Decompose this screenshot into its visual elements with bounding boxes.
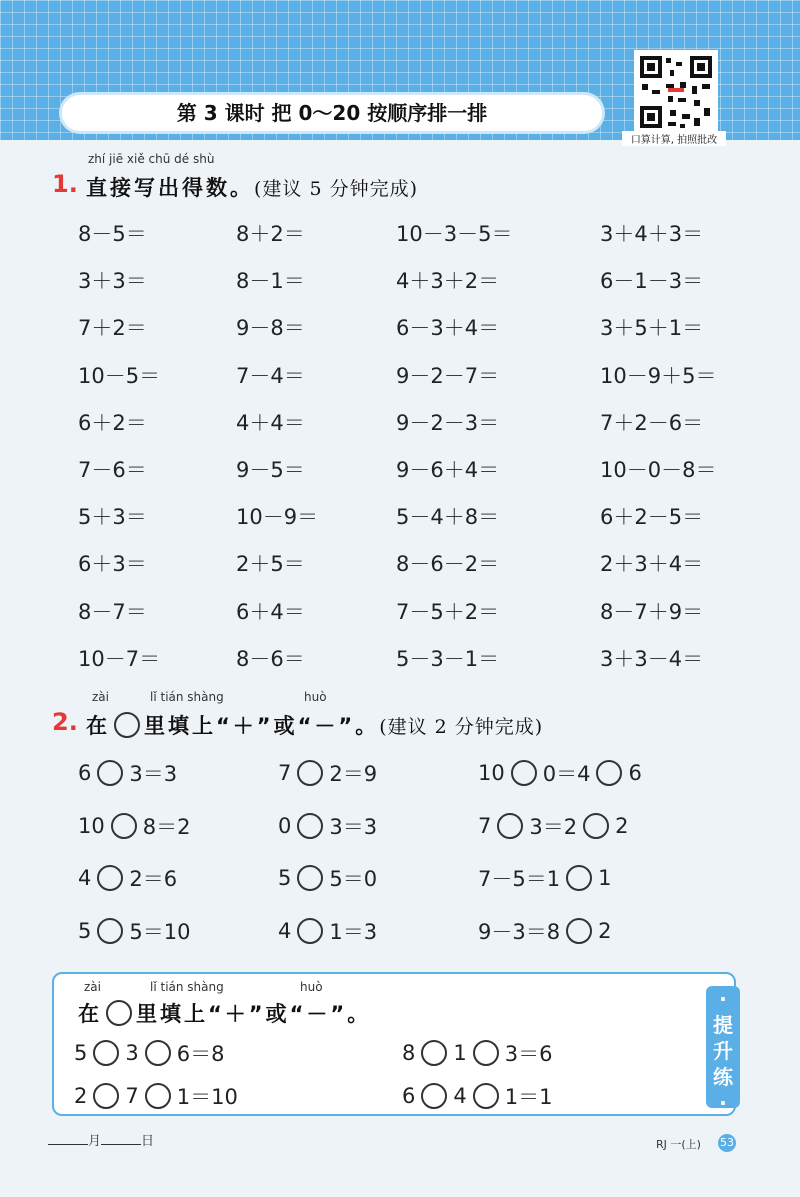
extra-equation-3 [74, 1081, 238, 1111]
q1-problem: 2＋5＝ [236, 552, 305, 576]
side-tab-extra-practice [706, 986, 740, 1115]
q2-equation [478, 916, 611, 946]
page-number: 53 [718, 1134, 736, 1152]
q1-title-text: 直接写出得数。 [86, 176, 254, 200]
answer-circle[interactable] [145, 1040, 171, 1066]
eq-term: 3＝3 [129, 762, 178, 786]
q1-problem: 7＋2－6＝ [600, 411, 704, 435]
eq-term: 5＝0 [329, 867, 378, 891]
q1-problem: 6＋2＝ [78, 411, 147, 435]
q2-equation [478, 758, 642, 788]
q1-problem: 8－7＋9＝ [600, 600, 704, 624]
answer-circle[interactable] [583, 813, 609, 839]
extra-equation-4 [402, 1081, 552, 1111]
qr-caption: 口算计算, 拍照批改 [622, 131, 726, 146]
q2-equation [78, 916, 190, 946]
eq-term: 6 [78, 761, 92, 785]
eq-term: 1＝1 [504, 1085, 553, 1109]
q1-problem: 7－5＋2＝ [396, 600, 500, 624]
q2-pinyin-huo: huò [304, 690, 327, 704]
q2-equation [78, 863, 177, 893]
edition-code: RJ 一(上) [656, 1138, 701, 1151]
q1-problem: 8－6－2＝ [396, 552, 500, 576]
day-blank[interactable] [101, 1144, 141, 1145]
q1-problem: 6＋4＝ [236, 600, 305, 624]
eq-term: 7 [278, 761, 292, 785]
eq-term: 6 [628, 761, 642, 785]
eq-term: 5 [278, 866, 292, 890]
q1-time-note: (建议 5 分钟完成) [254, 178, 418, 200]
answer-circle[interactable] [421, 1040, 447, 1066]
q1-problem: 10－5＝ [78, 364, 161, 388]
eq-term: 1 [453, 1041, 467, 1065]
extra-pinyin-huo: huò [300, 980, 323, 994]
answer-circle[interactable] [566, 865, 592, 891]
extra-title [78, 998, 371, 1028]
q2-equation [278, 758, 377, 788]
q2-number: 2. [52, 708, 78, 736]
answer-circle[interactable] [297, 813, 323, 839]
answer-circle[interactable] [473, 1083, 499, 1109]
q1-problem: 8＋2＝ [236, 222, 305, 246]
eq-term: 4 [78, 866, 92, 890]
extra-equation-2 [402, 1038, 552, 1068]
eq-term: 1 [598, 866, 612, 890]
q1-problem: 9－2－3＝ [396, 411, 500, 435]
q1-problem: 3＋3＝ [78, 269, 147, 293]
extra-title-b: 里填上“＋”或“－”。 [136, 1002, 372, 1026]
q1-problem: 10－3－5＝ [396, 222, 513, 246]
extra-title-a: 在 [78, 1002, 102, 1026]
eq-term: 6＝8 [176, 1042, 225, 1066]
month-blank[interactable] [48, 1144, 88, 1145]
answer-circle[interactable] [297, 865, 323, 891]
day-label: 日 [141, 1134, 155, 1149]
q1-problem: 6－1－3＝ [600, 269, 704, 293]
extra-title-circle-icon [106, 1000, 132, 1026]
eq-term: 4 [453, 1084, 467, 1108]
side-tab-char: 提 [713, 1013, 733, 1037]
eq-term: 2＝9 [329, 762, 378, 786]
q2-title [86, 710, 543, 740]
q1-problem: 4＋3＋2＝ [396, 269, 500, 293]
q1-problem: 6＋2－5＝ [600, 505, 704, 529]
eq-term: 3＝3 [329, 815, 378, 839]
extra-pinyin-zai: zài [84, 980, 101, 994]
q1-problem: 5＋3＝ [78, 505, 147, 529]
extra-pinyin-li-tian-shang: lǐ tián shàng [150, 980, 224, 994]
q2-equation [278, 863, 377, 893]
qr-code[interactable] [634, 50, 718, 134]
eq-term: 4 [278, 919, 292, 943]
q1-problem: 10－9＝ [236, 505, 319, 529]
answer-circle[interactable] [511, 760, 537, 786]
q1-problem: 10－9＋5＝ [600, 364, 717, 388]
q2-time-note: (建议 2 分钟完成) [379, 715, 544, 738]
q2-title-a: 在 [86, 714, 110, 738]
q1-problem: 9－8＝ [236, 316, 305, 340]
extra-equation-1 [74, 1038, 224, 1068]
side-tab-char: 练 [713, 1065, 733, 1089]
eq-term: 7 [478, 814, 492, 838]
eq-term: 6 [402, 1084, 416, 1108]
answer-circle[interactable] [596, 760, 622, 786]
eq-term: 8 [402, 1041, 416, 1065]
q1-problem: 6＋3＝ [78, 552, 147, 576]
eq-term: 1＝10 [176, 1085, 238, 1109]
q2-equation [478, 811, 628, 841]
q2-pinyin-li-tian-shang: lǐ tián shàng [150, 690, 224, 704]
answer-circle[interactable] [421, 1083, 447, 1109]
q1-problem: 8－5＝ [78, 222, 147, 246]
q2-equation [78, 758, 177, 788]
side-tab-dot: · [719, 987, 727, 1011]
q1-problem: 5－3－1＝ [396, 647, 500, 671]
q1-problem: 3＋4＋3＝ [600, 222, 704, 246]
qr-code-icon [636, 52, 716, 132]
eq-term: 8＝2 [142, 815, 191, 839]
side-tab-char: 升 [713, 1039, 733, 1063]
q1-problem: 3＋3－4＝ [600, 647, 704, 671]
eq-term: 3 [125, 1041, 139, 1065]
q2-equation [78, 811, 190, 841]
q1-problem: 2＋3＋4＝ [600, 552, 704, 576]
eq-term: 7－5＝1 [478, 867, 561, 891]
side-tab-dot: · [719, 1091, 727, 1115]
answer-circle[interactable] [473, 1040, 499, 1066]
q1-problem: 10－7＝ [78, 647, 161, 671]
q1-number: 1. [52, 170, 78, 198]
q2-pinyin-zai: zài [92, 690, 109, 704]
q1-problem: 8－6＝ [236, 647, 305, 671]
q1-problem: 5－4＋8＝ [396, 505, 500, 529]
q2-equation [478, 863, 611, 893]
answer-circle[interactable] [145, 1083, 171, 1109]
eq-term: 7 [125, 1084, 139, 1108]
eq-term: 5 [74, 1041, 88, 1065]
q1-problem: 7－6＝ [78, 458, 147, 482]
q1-problem: 6－3＋4＝ [396, 316, 500, 340]
q1-problem: 7＋2＝ [78, 316, 147, 340]
eq-term: 0＝4 [542, 762, 591, 786]
answer-circle[interactable] [97, 918, 123, 944]
q1-problem: 10－0－8＝ [600, 458, 717, 482]
eq-term: 3＝2 [529, 815, 578, 839]
eq-term: 2 [74, 1084, 88, 1108]
eq-term: 1＝3 [329, 920, 378, 944]
q1-problem: 4＋4＝ [236, 411, 305, 435]
eq-term: 2 [615, 814, 629, 838]
q1-problem: 7－4＝ [236, 364, 305, 388]
q2-equation [278, 916, 377, 946]
eq-term: 5＝10 [129, 920, 191, 944]
q1-problem: 3＋5＋1＝ [600, 316, 704, 340]
date-field[interactable] [48, 1130, 154, 1149]
answer-circle[interactable] [111, 813, 137, 839]
answer-circle[interactable] [93, 1083, 119, 1109]
eq-term: 2 [598, 919, 612, 943]
eq-term: 9－3＝8 [478, 920, 561, 944]
q2-title-b: 里填上“＋”或“－”。 [144, 714, 380, 738]
q1-title [86, 172, 418, 202]
q2-title-circle-icon [114, 712, 140, 738]
answer-circle[interactable] [566, 918, 592, 944]
answer-circle[interactable] [297, 918, 323, 944]
answer-circle[interactable] [97, 865, 123, 891]
q1-problem: 9－6＋4＝ [396, 458, 500, 482]
answer-circle[interactable] [497, 813, 523, 839]
q1-problem: 9－2－7＝ [396, 364, 500, 388]
q1-problem: 8－7＝ [78, 600, 147, 624]
answer-circle[interactable] [297, 760, 323, 786]
q1-problem: 9－5＝ [236, 458, 305, 482]
q1-problem: 8－1＝ [236, 269, 305, 293]
month-label: 月 [88, 1134, 102, 1149]
q1-pinyin: zhí jiē xiě chū dé shù [88, 152, 215, 166]
answer-circle[interactable] [97, 760, 123, 786]
eq-term: 10 [78, 814, 105, 838]
lesson-title: 第 3 课时 把 0～20 按顺序排一排 [62, 95, 602, 131]
answer-circle[interactable] [93, 1040, 119, 1066]
q2-equation [278, 811, 377, 841]
eq-term: 10 [478, 761, 505, 785]
eq-term: 5 [78, 919, 92, 943]
eq-term: 3＝6 [504, 1042, 553, 1066]
eq-term: 0 [278, 814, 292, 838]
eq-term: 2＝6 [129, 867, 178, 891]
